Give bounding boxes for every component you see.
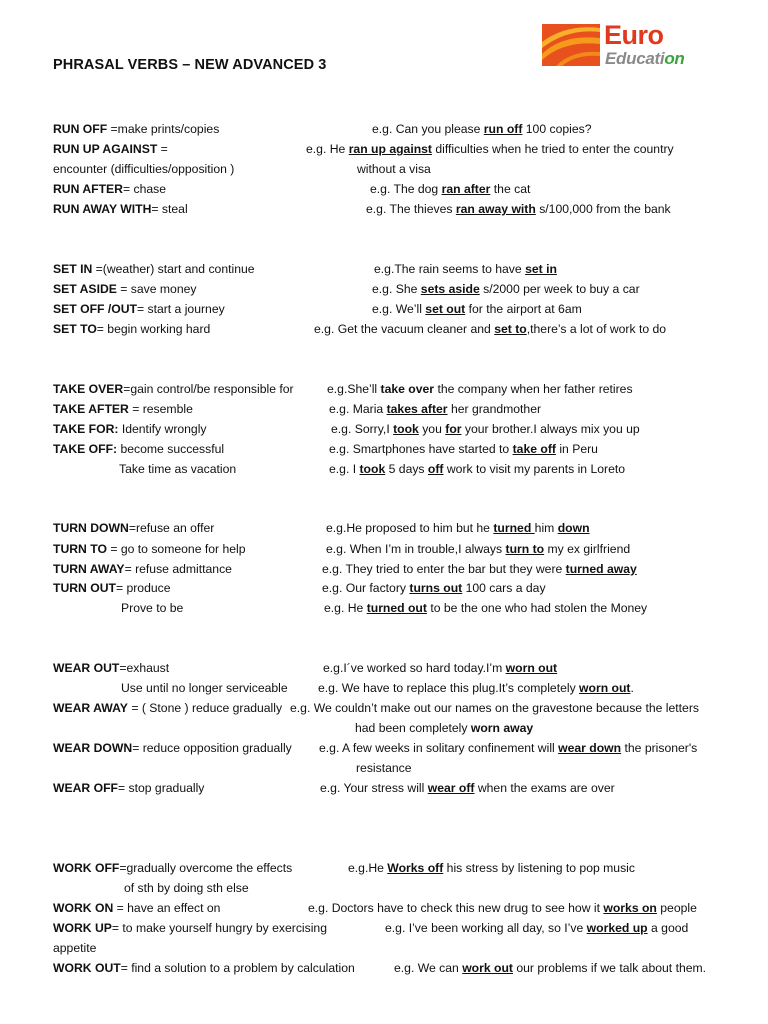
wear-off-example: [320, 781, 615, 796]
example-keyword: worn out: [579, 681, 631, 695]
wear-away-example: e.g. We couldn’t make out our names on the gravestone because the letters: [290, 701, 699, 715]
verb: WEAR OFF: [53, 781, 118, 795]
definition: =gradually overcome the effects: [119, 861, 293, 875]
definition: =refuse an offer: [128, 521, 215, 535]
run-after-definition: [53, 182, 166, 197]
example-keyword: wear down: [558, 741, 622, 755]
run-up-against-example: [306, 142, 674, 157]
definition: =(weather) start and continue: [92, 262, 255, 276]
logo-education-part: Educati: [605, 49, 665, 68]
turn-out-definition-2: Prove to be: [121, 601, 184, 615]
turn-out-example-2: [324, 601, 647, 616]
example-text: my ex girlfriend: [544, 542, 631, 556]
definition: = go to someone for help: [106, 542, 246, 556]
turn-down-definition: [53, 521, 214, 536]
verb: SET TO: [53, 322, 97, 336]
example-keyword: took: [393, 422, 419, 436]
verb: WEAR OUT: [53, 661, 120, 675]
wear-away-definition: [53, 701, 282, 716]
definition: become successful: [117, 442, 225, 456]
turn-away-definition: [53, 562, 232, 577]
example-text: e.g. He: [306, 142, 349, 156]
example-text: 100 copies?: [522, 122, 592, 136]
take-for-definition: [53, 422, 207, 437]
example-text: your brother.I always mix you up: [461, 422, 640, 436]
take-off-definition: [53, 442, 224, 457]
example-text: had been completely: [355, 721, 471, 735]
take-over-definition: [53, 382, 294, 397]
verb: WORK OFF: [53, 861, 120, 875]
example-text: e.g. They tried to enter the bar but they were: [322, 562, 566, 576]
wear-out-example: [323, 661, 557, 676]
work-out-definition: [53, 961, 355, 976]
verb: TURN AWAY: [53, 562, 125, 576]
example-text: e.g.I´ve worked so hard today.I’m: [323, 661, 506, 675]
example-text: difficulties when he tried to enter the country: [431, 142, 674, 156]
set-aside-definition: [53, 282, 197, 297]
definition: = ( Stone ) reduce gradually: [127, 701, 283, 715]
example-keyword: worn away: [470, 721, 534, 735]
verb: RUN OFF: [53, 122, 108, 136]
example-keyword: takes after: [386, 402, 448, 416]
turn-to-definition: [53, 542, 246, 557]
turn-down-example: [326, 521, 590, 536]
example-text: his stress by listening to pop music: [443, 861, 635, 875]
work-up-example: [385, 921, 688, 936]
run-away-with-example: [366, 202, 671, 217]
example-text: e.g. I’ve been working all day, so I’ve: [385, 921, 587, 935]
example-keyword: ran up against: [348, 142, 432, 156]
verb: RUN AFTER: [53, 182, 123, 196]
example-text: e.g. Get the vacuum cleaner and: [314, 322, 495, 336]
example-keyword: took: [359, 462, 386, 476]
example-text: e.g.He: [348, 861, 388, 875]
take-after-definition: [53, 402, 193, 417]
set-off-out-definition: [53, 302, 225, 317]
example-keyword: set in: [525, 262, 557, 276]
verb: TAKE OFF:: [53, 442, 118, 456]
run-after-example: [370, 182, 530, 197]
page-title: PHRASAL VERBS – NEW ADVANCED 3: [53, 57, 327, 73]
example-text: e.g. He: [324, 601, 367, 615]
wear-away-example-line2: [355, 721, 533, 736]
take-off-example: [329, 442, 598, 457]
logo-education-text: [605, 49, 684, 69]
work-up-definition: [53, 921, 327, 936]
work-off-example: [348, 861, 635, 876]
verb: RUN UP AGAINST: [53, 142, 158, 156]
example-text: for the airport at 6am: [465, 302, 582, 316]
set-to-definition: [53, 322, 210, 337]
verb: WORK UP: [53, 921, 112, 935]
take-after-example: [329, 402, 541, 417]
verb: TURN DOWN: [53, 521, 129, 535]
definition: = start a journey: [136, 302, 225, 316]
definition: = have an effect on: [113, 901, 221, 915]
example-keyword: set to: [494, 322, 527, 336]
wear-down-definition: [53, 741, 292, 756]
verb: WORK OUT: [53, 961, 121, 975]
example-keyword: work out: [462, 961, 513, 975]
example-text: e.g. The thieves: [366, 202, 456, 216]
verb: SET IN: [53, 262, 93, 276]
example-text: work to visit my parents in Loreto: [443, 462, 626, 476]
wear-out-example-2: [318, 681, 634, 696]
work-up-definition-line2: appetite: [53, 941, 97, 955]
work-off-definition: [53, 861, 292, 876]
turn-out-definition: [53, 581, 171, 596]
wear-off-definition: [53, 781, 204, 796]
verb: TURN TO: [53, 542, 107, 556]
example-keyword: turns out: [409, 581, 463, 595]
verb: SET ASIDE: [53, 282, 117, 296]
definition: =: [157, 142, 168, 156]
example-keyword: worn out: [505, 661, 558, 675]
definition: =gain control/be responsible for: [123, 382, 294, 396]
example-text: ,there’s a lot of work to do: [526, 322, 667, 336]
example-text: e.g. When I’m in trouble,I always: [326, 542, 506, 556]
verb: TAKE FOR:: [53, 422, 119, 436]
example-text: e.g. Sorry,I: [331, 422, 394, 436]
example-keyword: worked up: [586, 921, 648, 935]
example-text: e.g. Doctors have to check this new drug to see how it: [308, 901, 604, 915]
example-text: our problems if we talk about them.: [512, 961, 707, 975]
definition: = find a solution to a problem by calculation: [120, 961, 355, 975]
definition: = begin working hard: [96, 322, 211, 336]
definition: = stop gradually: [118, 781, 205, 795]
example-keyword: ran away with: [455, 202, 536, 216]
example-text: e.g. We have to replace this plug.It’s completely: [318, 681, 580, 695]
example-text: e.g. I: [329, 462, 360, 476]
definition: Identify wrongly: [118, 422, 207, 436]
example-text: in Peru: [555, 442, 598, 456]
example-text: s/2000 per week to buy a car: [479, 282, 640, 296]
definition: = produce: [115, 581, 171, 595]
example-text: the prisoner's: [621, 741, 698, 755]
run-away-with-definition: [53, 202, 188, 217]
take-for-example: [331, 422, 640, 437]
set-off-out-example: [372, 302, 582, 317]
example-keyword: works on: [603, 901, 657, 915]
wear-down-example-line2: resistance: [356, 761, 412, 775]
example-keyword: take off: [512, 442, 556, 456]
definition: =exhaust: [119, 661, 170, 675]
example-text: e.g. Can you please: [372, 122, 484, 136]
example-text: e.g. A few weeks in solitary confinement will: [319, 741, 559, 755]
verb: WEAR AWAY: [53, 701, 128, 715]
turn-to-example: [326, 542, 630, 557]
example-text: e.g. The dog: [370, 182, 442, 196]
definition: = to make yourself hungry by exercising: [111, 921, 327, 935]
verb: SET OFF /OUT: [53, 302, 137, 316]
example-keyword: turned away: [565, 562, 637, 576]
example-text: him: [534, 521, 558, 535]
verb: TURN OUT: [53, 581, 116, 595]
take-off-example-2: [329, 462, 625, 477]
example-text: e.g. Maria: [329, 402, 387, 416]
wear-out-definition-2: Use until no longer serviceable: [121, 681, 288, 695]
verb: TAKE AFTER: [53, 402, 129, 416]
definition: = refuse admittance: [124, 562, 232, 576]
work-on-example: [308, 901, 697, 916]
definition: = save money: [116, 282, 197, 296]
wear-down-example: [319, 741, 697, 756]
run-off-example: [372, 122, 592, 137]
set-in-example: [374, 262, 557, 277]
example-text: e.g. She: [372, 282, 421, 296]
example-text: her grandmother: [447, 402, 542, 416]
example-text: e.g.She’ll: [327, 382, 381, 396]
work-on-definition: [53, 901, 220, 916]
example-keyword: off: [427, 462, 444, 476]
verb: WORK ON: [53, 901, 114, 915]
example-keyword: ran after: [441, 182, 491, 196]
example-text: e.g. We can: [394, 961, 463, 975]
example-text: s/100,000 from the bank: [535, 202, 671, 216]
example-text: you: [418, 422, 446, 436]
logo-mark-icon: [542, 24, 600, 66]
example-text: the company when her father retires: [434, 382, 633, 396]
example-keyword: Works off: [387, 861, 444, 875]
set-in-definition: [53, 262, 255, 277]
example-text: e.g. Your stress will: [320, 781, 428, 795]
example-keyword: down: [557, 521, 590, 535]
example-keyword: run off: [483, 122, 523, 136]
example-text: the cat: [490, 182, 531, 196]
example-text: e.g.The rain seems to have: [374, 262, 526, 276]
definition: = steal: [151, 202, 188, 216]
work-out-example: [394, 961, 706, 976]
example-text: e.g. Smartphones have started to: [329, 442, 513, 456]
run-up-against-definition-line2: encounter (difficulties/opposition ): [53, 162, 235, 176]
verb: RUN AWAY WITH: [53, 202, 152, 216]
run-up-against-example-line2: without a visa: [357, 162, 431, 176]
logo-education-end: on: [664, 49, 685, 68]
euro-education-logo: [542, 22, 742, 72]
run-up-against-definition: [53, 142, 168, 157]
example-keyword: turned: [493, 521, 535, 535]
set-to-example: [314, 322, 666, 337]
turn-away-example: [322, 562, 637, 577]
work-off-definition-line2: of sth by doing sth else: [124, 881, 249, 895]
definition: =make prints/copies: [107, 122, 220, 136]
definition: = chase: [122, 182, 166, 196]
example-text: e.g. Our factory: [322, 581, 410, 595]
example-text: when the exams are over: [474, 781, 615, 795]
definition: = reduce opposition gradually: [132, 741, 292, 755]
example-text: .: [630, 681, 634, 695]
turn-out-example: [322, 581, 546, 596]
wear-out-definition: [53, 661, 169, 676]
definition: = resemble: [128, 402, 193, 416]
example-text: a good: [647, 921, 689, 935]
example-text: 100 cars a day: [462, 581, 546, 595]
example-keyword: sets aside: [420, 282, 480, 296]
example-text: people: [656, 901, 697, 915]
example-text: to be the one who had stolen the Money: [426, 601, 648, 615]
set-aside-example: [372, 282, 640, 297]
run-off-definition: [53, 122, 219, 137]
example-text: 5 days: [385, 462, 428, 476]
example-text: e.g. We’ll: [372, 302, 426, 316]
example-keyword: turned out: [366, 601, 427, 615]
example-keyword: for: [445, 422, 462, 436]
example-keyword: set out: [425, 302, 466, 316]
take-off-definition-2: Take time as vacation: [119, 462, 237, 476]
take-over-example: [327, 382, 633, 397]
verb: TAKE OVER: [53, 382, 124, 396]
example-keyword: turn to: [505, 542, 545, 556]
verb: WEAR DOWN: [53, 741, 133, 755]
example-text: e.g.He proposed to him but he: [326, 521, 494, 535]
example-keyword: wear off: [427, 781, 475, 795]
logo-euro-text: Euro: [604, 20, 664, 50]
example-keyword: take over: [380, 382, 435, 396]
